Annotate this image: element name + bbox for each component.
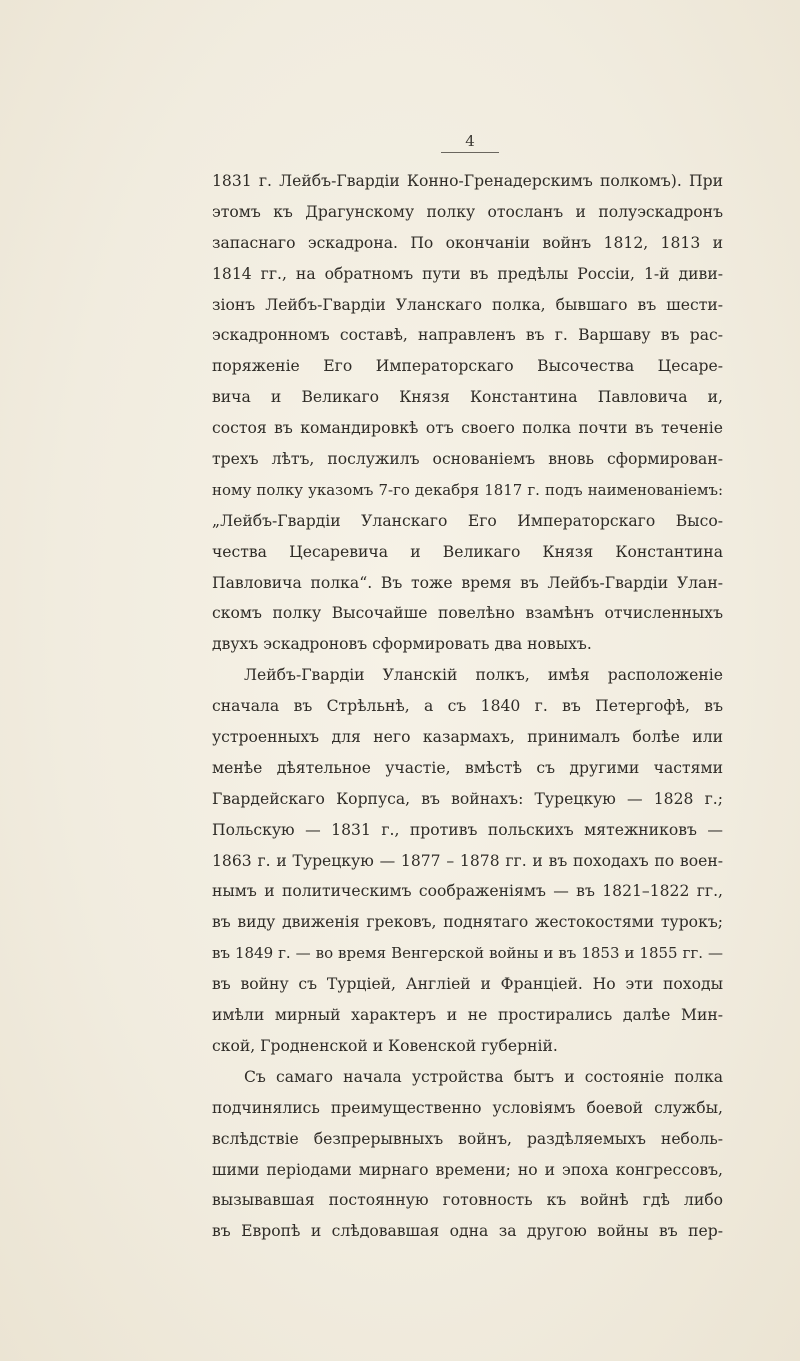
page-number: 4 [465, 132, 475, 150]
text-line: сначала въ Стрѣльнѣ, а съ 1840 г. въ Петергофѣ, въ [212, 697, 723, 716]
text-line: вича и Великаго Князя Константина Павловича и, [212, 388, 723, 407]
text-line: Польскую — 1831 г., противъ польскихъ мятежниковъ — [212, 820, 723, 839]
text-line: этомъ къ Драгунскому полку отосланъ и полуэскадронъ [212, 202, 723, 221]
text-line: шими періодами мирнаго времени; но и эпоха конгрессовъ, [212, 1160, 723, 1179]
text-line: „Лейбъ-Гвардіи Уланскаго Его Императорскаго Высо- [212, 511, 723, 530]
text-line: устроенныхъ для него казармахъ, принималъ болѣе или [212, 728, 723, 747]
text-line: зіонъ Лейбъ-Гвардіи Уланскаго полка, бывшаго въ шести- [212, 295, 723, 314]
text-line: Павловича полка“. Въ тоже время въ Лейбъ-Гвардіи Улан- [212, 573, 723, 592]
text-line: въ войну съ Турціей, Англіей и Франціей. Но эти походы [212, 975, 723, 994]
text-line: чества Цесаревича и Великаго Князя Константина [212, 542, 723, 561]
text-line: менѣе дѣятельное участіе, вмѣстѣ съ другими частями [212, 758, 723, 777]
text-line: ской, Гродненской и Ковенской губерній. [212, 1036, 558, 1055]
text-line: 1831 г. Лейбъ-Гвардіи Конно-Гренадерскимъ полкомъ). При [212, 172, 723, 190]
text-line: вызывавшая постоянную готовность къ войнѣ гдѣ либо [212, 1191, 723, 1210]
text-line: въ виду движенія грековъ, поднятаго жестокостями турокъ; [212, 913, 723, 932]
page-number-rule [441, 152, 499, 153]
text-line: имѣли мирный характеръ и не простирались далѣе Мин- [212, 1006, 723, 1025]
text-line: 1863 г. и Турецкую — 1877 – 1878 гг. и въ походахъ по воен- [212, 851, 723, 870]
body-text [212, 166, 723, 1247]
text-line: Съ самаго начала устройства бытъ и состояніе полка [244, 1067, 723, 1086]
text-line: поряженіе Его Императорскаго Высочества Цесаре- [212, 357, 723, 376]
text-line: Лейбъ-Гвардіи Уланскій полкъ, имѣя расположеніе [244, 666, 723, 685]
text-line: нымъ и политическимъ соображеніямъ — въ 1821–1822 гг., [212, 882, 723, 901]
text-line: подчинялись преимущественно условіямъ боевой службы, [212, 1098, 723, 1117]
text-line: ному полку указомъ 7-го декабря 1817 г. подъ наименованіемъ: [212, 480, 723, 499]
text-line: скомъ полку Высочайше повелѣно взамѣнъ отчисленныхъ [212, 604, 723, 623]
text-line: вслѣдствіе безпрерывныхъ войнъ, раздѣляемыхъ неболь- [212, 1129, 723, 1148]
text-line: состоя въ командировкѣ отъ своего полка почти въ теченіе [212, 419, 723, 438]
text-line: трехъ лѣтъ, послужилъ основаніемъ вновь сформирован- [212, 450, 723, 469]
text-line: двухъ эскадроновъ сформировать два новыхъ. [212, 635, 592, 654]
text-line: въ Европѣ и слѣдовавшая одна за другою войны въ пер- [212, 1222, 723, 1241]
text-line: эскадронномъ составѣ, направленъ въ г. Варшаву въ рас- [212, 326, 723, 345]
text-line: въ 1849 г. — во время Венгерской войны и въ 1853 и 1855 гг. — [212, 944, 723, 963]
text-line: 1814 гг., на обратномъ пути въ предѣлы Россіи, 1-й диви- [212, 264, 723, 283]
text-line: запаснаго эскадрона. По окончаніи войнъ 1812, 1813 и [212, 233, 723, 252]
text-line: Гвардейскаго Корпуса, въ войнахъ: Турецкую — 1828 г.; [212, 789, 723, 808]
